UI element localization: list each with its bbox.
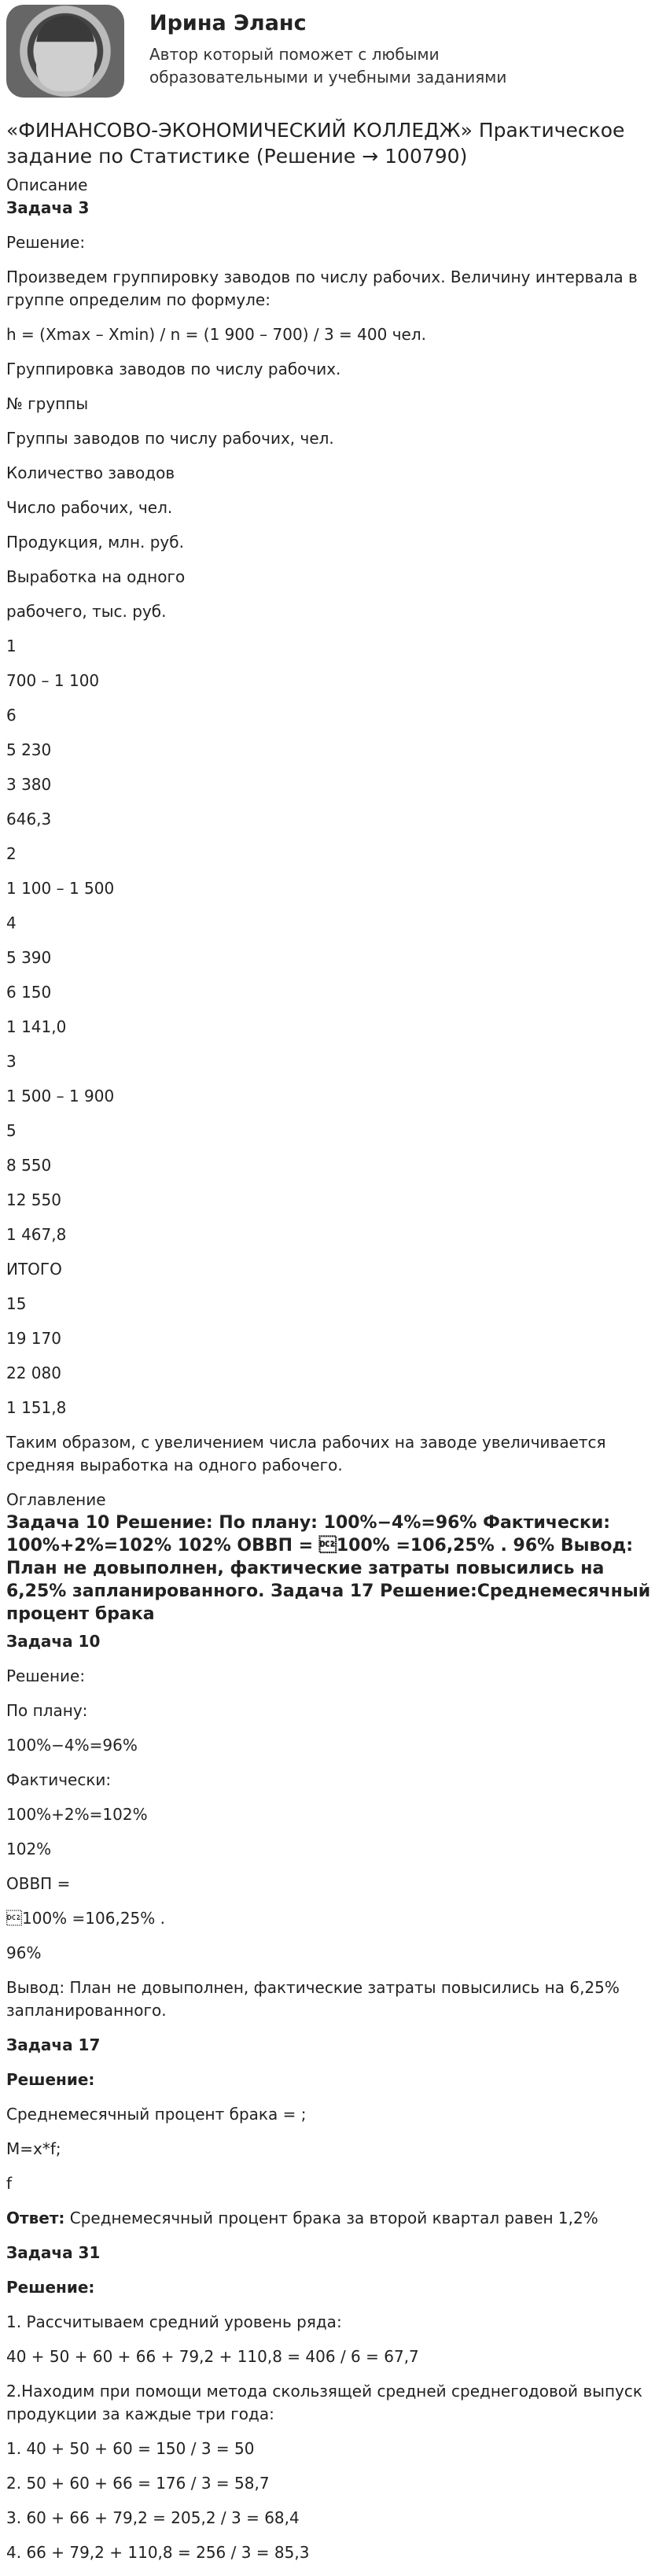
text-line: 3. 60 + 66 + 79,2 = 205,2 / 3 = 68,4 — [6, 2508, 300, 2528]
document-title: «ФИНАНСОВО-ЭКОНОМИЧЕСКИЙ КОЛЛЕДЖ» Практическое задание по Статистике (Решение → 100790) — [6, 119, 625, 168]
text-line: 1 500 – 1 900 — [6, 1087, 115, 1105]
author-avatar[interactable] — [6, 5, 132, 99]
text-line: 2 — [6, 844, 17, 863]
text-line: 3 380 — [6, 775, 52, 794]
text-line: Произведем группировку заводов по числу рабочих. Величину интервала в группе определим по формуле: — [6, 268, 638, 309]
toc-summary: Задача 10 Решение: По плану: 100%−4%=96% Фактически: 100%+2%=102% 102% ОВВП = 100% =106,25% . 96% Вывод: План не довыполнен, фактические затраты повысились на 6,25% запланированного. Задача 17 Решение:Среднемесячный процент брака — [6, 1513, 651, 1625]
text-line: 100% =106,25% . — [6, 1909, 165, 1928]
author-card — [6, 0, 660, 105]
avatar-photo — [36, 16, 94, 91]
text-line: Задача 10 — [6, 1632, 101, 1652]
text-line: Выработка на одного — [6, 567, 186, 586]
text-line: 1 100 – 1 500 — [6, 879, 115, 898]
text-line: 5 230 — [6, 740, 52, 759]
text-line: f — [6, 2174, 13, 2194]
text-line: 1 467,8 — [6, 1225, 67, 1244]
text-line: Продукция, млн. руб. — [6, 533, 184, 552]
text-line: 1 151,8 — [6, 1398, 67, 1417]
text-line: h = (Xmax – Xmin) / n = (1 900 – 700) / 3 = 400 чел. — [6, 325, 426, 344]
author-info — [149, 5, 590, 89]
text-line: 2. 50 + 60 + 66 = 176 / 3 = 58,7 — [6, 2474, 270, 2493]
text-line: Решение: — [6, 1666, 86, 1686]
text-line: 1. Рассчитываем средний уровень ряда: — [6, 2312, 342, 2332]
author-description: Автор который поможет с любыми образовательными и учебными заданиями — [149, 45, 507, 87]
text-line: 646,3 — [6, 810, 52, 829]
text-line: 1. 40 + 50 + 60 = 150 / 3 = 50 — [6, 2439, 255, 2459]
answer-text: Среднемесячный процент брака за второй квартал равен 1,2% — [64, 2209, 598, 2228]
text-line: 22 080 — [6, 1364, 61, 1382]
text-line — [6, 2207, 660, 2230]
text-line: 1 — [6, 637, 17, 655]
text-line: 40 + 50 + 60 + 66 + 79,2 + 110,8 = 406 / 6 = 67,7 — [6, 2347, 419, 2367]
text-line: 19 170 — [6, 1329, 61, 1348]
text-line: 12 550 — [6, 1190, 61, 1209]
text-line: Группировка заводов по числу рабочих. — [6, 360, 341, 378]
text-line: Фактически: — [6, 1770, 112, 1790]
text-line: 100%−4%=96% — [6, 1736, 138, 1755]
text-line: № группы — [6, 394, 89, 413]
text-line: Количество заводов — [6, 463, 175, 482]
text-line: Задача 31 — [6, 2243, 101, 2263]
text-line: M=x*f; — [6, 2139, 61, 2159]
text-line: Группы заводов по числу рабочих, чел. — [6, 429, 334, 448]
text-line: 4. 66 + 79,2 + 110,8 = 256 / 3 = 85,3 — [6, 2543, 310, 2563]
text-line: 2.Находим при помощи метода скользящей средней среднегодовой выпуск продукции за каждые три года: — [6, 2382, 642, 2424]
text-line: 700 – 1 100 — [6, 671, 100, 690]
text-line: Задача 17 — [6, 2035, 101, 2055]
text-line: 100%+2%=102% — [6, 1805, 148, 1825]
text-line: 5 — [6, 1121, 17, 1140]
text-line: ИТОГО — [6, 1260, 62, 1279]
answer-label: Ответ: — [6, 2209, 65, 2228]
author-name[interactable]: Ирина Эланс — [149, 11, 307, 35]
text-line: 5 390 — [6, 948, 52, 967]
text-line: рабочего, тыс. руб. — [6, 602, 167, 621]
text-line: 96% — [6, 1943, 42, 1963]
text-line: 6 150 — [6, 983, 52, 1002]
text-line: 102% — [6, 1840, 52, 1859]
text-line: 1 141,0 — [6, 1017, 67, 1036]
toc-label: Оглавление — [6, 1490, 106, 1509]
text-line: 6 — [6, 706, 17, 725]
text-line: 3 — [6, 1052, 17, 1071]
text-line: Решение: — [6, 2070, 95, 2090]
text-line: Решение: — [6, 2278, 95, 2297]
text-line: Задача 3 — [6, 198, 90, 217]
text-line: ОВВП = — [6, 1874, 71, 1894]
text-line: Число рабочих, чел. — [6, 498, 173, 517]
text-line: Вывод: План не довыполнен, фактические затраты повысились на 6,25% запланированного. — [6, 1978, 620, 2021]
toc-content — [6, 1630, 660, 2564]
description-label: Описание — [6, 175, 88, 194]
text-line: Среднемесячный процент брака = ; — [6, 2105, 307, 2124]
text-line: Решение: — [6, 233, 86, 252]
description-content — [6, 197, 660, 1477]
text-line: 8 550 — [6, 1156, 52, 1175]
text-line: По плану: — [6, 1701, 88, 1721]
text-line: 15 — [6, 1294, 27, 1313]
text-line: Таким образом, с увеличением числа рабочих на заводе увеличивается средняя выработка на одного рабочего. — [6, 1433, 606, 1474]
text-line: 4 — [6, 913, 17, 932]
